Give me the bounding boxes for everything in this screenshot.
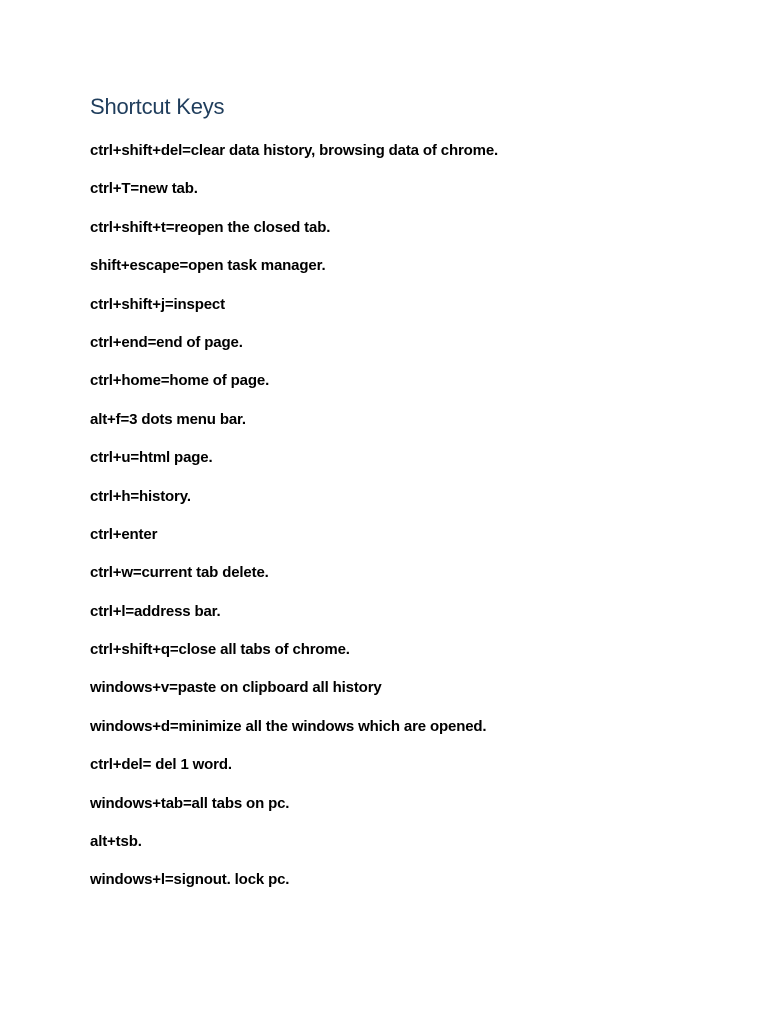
shortcut-item: windows+tab=all tabs on pc. (90, 794, 290, 812)
shortcut-item: ctrl+shift+j=inspect (90, 295, 225, 313)
shortcut-item: alt+tsb. (90, 833, 142, 851)
document-title: Shortcut Keys (90, 94, 225, 119)
shortcut-list (90, 139, 730, 907)
shortcut-item: ctrl+T=new tab. (90, 180, 198, 198)
shortcut-item: ctrl+shift+q=close all tabs of chrome. (90, 641, 350, 659)
shortcut-item: ctrl+enter (90, 525, 158, 543)
shortcut-item: ctrl+shift+t=reopen the closed tab. (90, 218, 331, 236)
shortcut-item: windows+v=paste on clipboard all history (90, 679, 382, 697)
shortcut-item: windows+d=minimize all the windows which are opened. (90, 717, 487, 735)
shortcut-item: ctrl+w=current tab delete. (90, 564, 269, 582)
shortcut-item: ctrl+home=home of page. (90, 372, 270, 390)
shortcut-item: ctrl+u=html page. (90, 449, 213, 467)
shortcut-item: shift+escape=open task manager. (90, 257, 326, 275)
shortcut-item: alt+f=3 dots menu bar. (90, 410, 246, 428)
shortcut-item: ctrl+h=history. (90, 487, 191, 505)
shortcut-item: ctrl+l=address bar. (90, 602, 221, 620)
shortcut-item: ctrl+end=end of page. (90, 333, 243, 351)
shortcut-item: ctrl+del= del 1 word. (90, 756, 232, 774)
shortcut-item: ctrl+shift+del=clear data history, browsing data of chrome. (90, 142, 499, 159)
shortcut-item: windows+l=signout. lock pc. (90, 871, 290, 889)
